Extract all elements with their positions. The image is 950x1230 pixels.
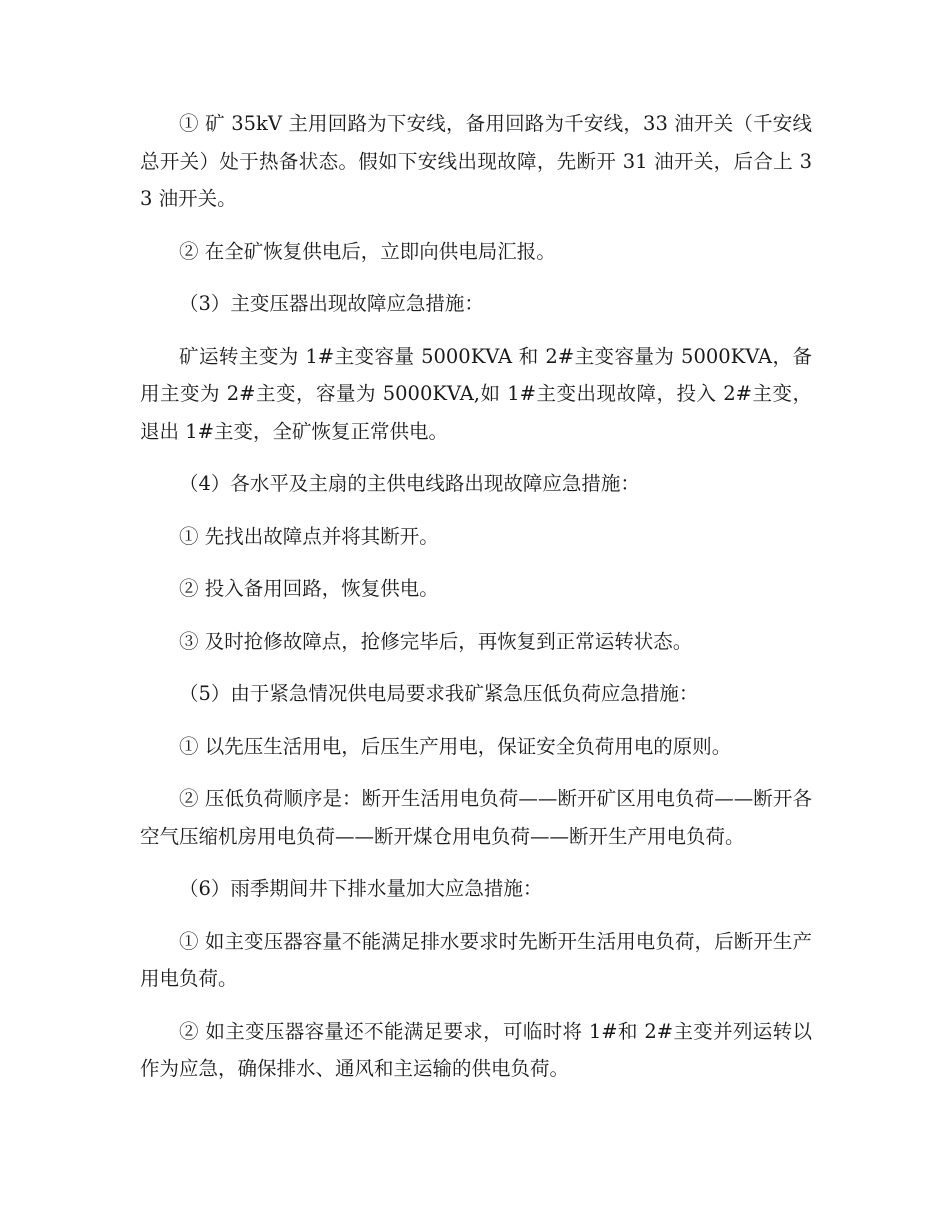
- paragraph-drainage-capacity: ① 如主变压器容量不能满足排水要求时先断开生活用电负荷，后断开生产用电负荷。: [140, 929, 812, 990]
- section-heading-load-reduction: （5）由于紧急情况供电局要求我矿紧急压低负荷应急措施：: [179, 682, 699, 705]
- paragraph-load-order: ② 压低负荷顺序是：断开生活用电负荷——断开矿区用电负荷——断开各空气压缩机房用电负荷——断开煤仓用电负荷——断开生产用电负荷。: [140, 787, 812, 848]
- paragraph-repair-restore: ③ 及时抢修故障点，抢修完毕后，再恢复到正常运转状态。: [179, 629, 693, 653]
- document-body: [140, 105, 812, 1103]
- paragraph-report-to-bureau: ② 在全矿恢复供电后，立即向供电局汇报。: [179, 239, 556, 263]
- section-heading-main-line-fault: （4）各水平及主扇的主供电线路出现故障应急措施：: [179, 472, 640, 495]
- paragraph-line-fault-switching: ① 矿 35kV 主用回路为下安线，备用回路为千安线，33 油开关（千安线总开关）处于热备状态。假如下安线出现故障，先断开 31 油开关，后合上 33 油开关。: [140, 112, 812, 210]
- paragraph-locate-fault: ① 先找出故障点并将其断开。: [179, 524, 439, 548]
- paragraph-backup-circuit: ② 投入备用回路，恢复供电。: [179, 577, 439, 600]
- section-heading-rainy-season: （6）雨季期间井下排水量加大应急措施：: [179, 877, 543, 900]
- section-heading-transformer-fault: （3）主变压器出现故障应急措施：: [179, 292, 484, 315]
- paragraph-parallel-transformers: ② 如主变压器容量还不能满足要求，可临时将 1#和 2#主变并列运转以作为应急，确保排水、通风和主运输的供电负荷。: [140, 1019, 812, 1080]
- paragraph-transformer-switching: 矿运转主变为 1#主变容量 5000KVA 和 2#主变容量为 5000KVA，备用主变为 2#主变，容量为 5000KVA,如 1#主变出现故障，投入 2#主变，退出 1#主变，全矿恢复正常供电。: [140, 344, 812, 443]
- paragraph-load-principle: ① 以先压生活用电，后压生产用电，保证安全负荷用电的原则。: [179, 734, 732, 758]
